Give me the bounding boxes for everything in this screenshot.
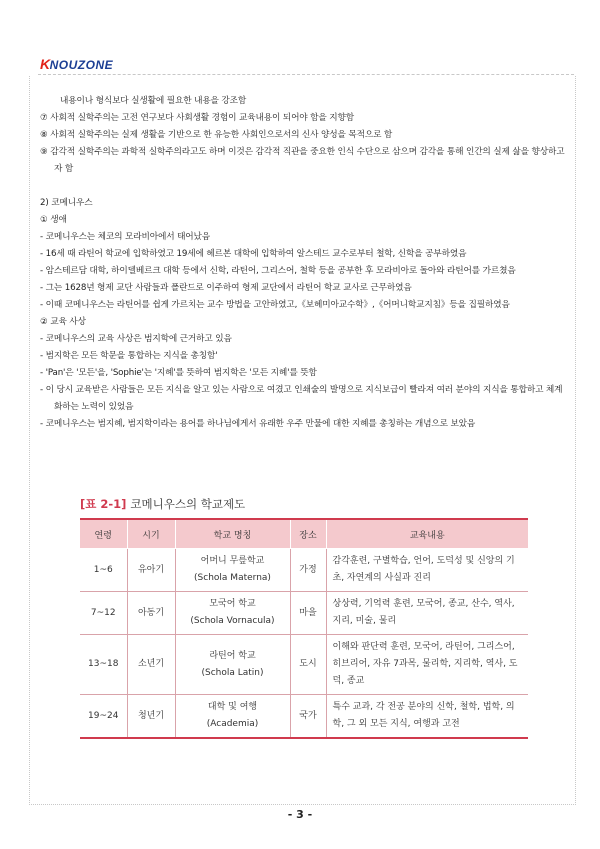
table-title bbox=[80, 496, 245, 512]
cell-period: 아동기 bbox=[127, 592, 175, 635]
paragraph: ⑦ 사회적 실학주의는 고전 연구보다 사회생활 경험이 교육내용이 되어야 함을 지향함 bbox=[40, 113, 354, 123]
logo-brand: K bbox=[40, 56, 50, 72]
header-content: 교육내용 bbox=[326, 519, 528, 549]
bullet-item: - 16세 때 라틴어 학교에 입학하였고 19세에 헤르본 대학에 입학하여 알스테드 교수로부터 철학, 신학을 공부하였음 bbox=[40, 249, 467, 259]
school-latin: (Academia) bbox=[206, 719, 259, 729]
table-number: [표 2-1] bbox=[80, 497, 127, 511]
table-row bbox=[80, 695, 528, 739]
paragraph: ⑨ 감각적 실학주의는 과학적 실학주의라고도 하며 이것은 감각적 직관을 중요한 인식 수단으로 삼으며 감각을 통해 인간의 실제 삶을 향상하고자 함 bbox=[40, 147, 565, 174]
table-name: 코메니우스의 학교제도 bbox=[130, 497, 246, 511]
cell-school bbox=[175, 592, 290, 635]
cell-school bbox=[175, 549, 290, 592]
school-name: 대학 및 여행 bbox=[207, 702, 258, 712]
header-place: 장소 bbox=[290, 519, 326, 549]
cell-school bbox=[175, 695, 290, 739]
cell-content: 이해와 판단력 훈련, 모국어, 라틴어, 그리스어, 히브리어, 자유 7과목, 물리학, 지리학, 역사, 도덕, 종교 bbox=[326, 635, 528, 695]
school-latin: (Schola Materna) bbox=[194, 573, 271, 583]
comenius-school-table bbox=[80, 518, 528, 739]
school-latin: (Schola Vornacula) bbox=[190, 616, 275, 626]
header-rule bbox=[38, 74, 574, 75]
cell-period: 소년기 bbox=[127, 635, 175, 695]
cell-content: 상상력, 기억력 훈련, 모국어, 종교, 산수, 역사, 지리, 미술, 물리 bbox=[326, 592, 528, 635]
cell-content: 감각훈련, 구별학습, 언어, 도덕성 및 신앙의 기초, 자연계의 사실과 진리 bbox=[326, 549, 528, 592]
subsection-heading: ② 교육 사상 bbox=[40, 317, 86, 327]
cell-place: 국가 bbox=[290, 695, 326, 739]
table-row bbox=[80, 635, 528, 695]
body-text bbox=[40, 93, 568, 433]
table-row bbox=[80, 549, 528, 592]
school-name: 라틴어 학교 bbox=[209, 650, 256, 661]
bullet-item: - 코메니우스의 교육 사상은 범지학에 근거하고 있음 bbox=[40, 334, 232, 344]
bullet-item: - 코메니우스는 체코의 모라비아에서 태어났음 bbox=[40, 232, 211, 242]
header-period: 시기 bbox=[127, 519, 175, 549]
paragraph: ⑧ 사회적 실학주의는 실제 생활을 기반으로 한 유능한 사회인으로서의 신사 양성을 목적으로 함 bbox=[40, 130, 393, 140]
bullet-item: - 그는 1628년 형제 교단 사람들과 폴란드로 이주하여 형제 교단에서 라틴어 학교 교사로 근무하였음 bbox=[40, 283, 412, 293]
school-name: 모국어 학교 bbox=[209, 599, 256, 609]
cell-school bbox=[175, 635, 290, 695]
cell-age: 19~24 bbox=[80, 695, 127, 739]
logo-rest: NOUZONE bbox=[49, 58, 114, 72]
cell-age: 7~12 bbox=[80, 592, 127, 635]
bullet-item: - 코메니우스는 범지혜, 범지학이라는 용어를 하나님에게서 유래한 우주 만물에 대한 지혜를 총칭하는 개념으로 보았음 bbox=[40, 419, 476, 429]
cell-age: 13~18 bbox=[80, 635, 127, 695]
bullet-item: - 'Pan'은 '모든'을, 'Sophie'는 '지혜'를 뜻하여 범지학은 '모든 지혜'를 뜻함 bbox=[40, 368, 317, 378]
subsection-heading: ① 생애 bbox=[40, 215, 67, 225]
knouzone-logo bbox=[40, 56, 113, 72]
section-heading: 2) 코메니우스 bbox=[40, 198, 93, 208]
cell-place: 도시 bbox=[290, 635, 326, 695]
header-school: 학교 명칭 bbox=[175, 519, 290, 549]
bullet-item: - 이 당시 교육받은 사람들은 모든 지식을 알고 있는 사람으로 여겼고 인쇄술의 발명으로 지식보급이 빨라져 여러 분야의 지식을 통합하고 체계화하는 노력이 있었음 bbox=[40, 385, 563, 412]
cell-period: 유아기 bbox=[127, 549, 175, 592]
table-header-row bbox=[80, 519, 528, 549]
school-name: 어머니 무릎학교 bbox=[200, 556, 265, 566]
header-age: 연령 bbox=[80, 519, 127, 549]
cell-place: 마을 bbox=[290, 592, 326, 635]
bullet-item: - 암스테르담 대학, 하이델베르크 대학 등에서 신학, 라틴어, 그리스어, 철학 등을 공부한 후 모라비아로 돌아와 라틴어를 가르쳤음 bbox=[40, 266, 516, 276]
cell-age: 1~6 bbox=[80, 549, 127, 592]
cell-period: 청년기 bbox=[127, 695, 175, 739]
table-row bbox=[80, 592, 528, 635]
school-latin: (Schola Latin) bbox=[201, 667, 264, 678]
page-number: - 3 - bbox=[287, 808, 313, 821]
cell-content: 특수 교과, 각 전공 분야의 신학, 철학, 법학, 의학, 그 외 모든 지식, 여행과 고전 bbox=[326, 695, 528, 739]
bullet-item: - 범지학은 모든 학문을 통합하는 지식을 총칭함' bbox=[40, 351, 218, 361]
bullet-item: - 이때 코메니우스는 라틴어를 쉽게 가르치는 교수 방법을 고안하였고,《보헤미아교수학》,《어머니학교지침》등을 집필하였음 bbox=[40, 300, 510, 310]
paragraph: 내용이나 형식보다 실생활에 필요한 내용을 강조함 bbox=[60, 96, 247, 106]
cell-place: 가정 bbox=[290, 549, 326, 592]
